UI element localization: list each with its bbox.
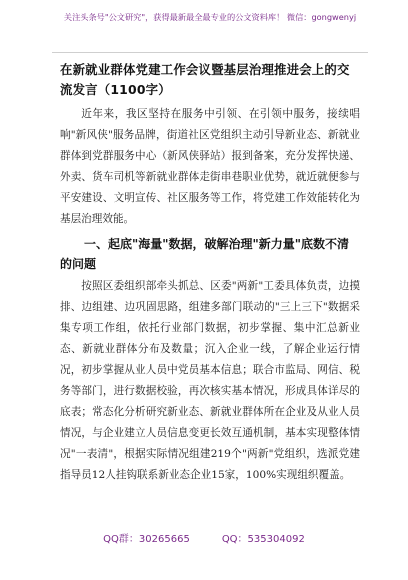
document-body: [60, 60, 360, 486]
document-title: 在新就业群体党建工作会议暨基层治理推进会上的交流发言（1100字）: [60, 62, 350, 97]
footer-qq-group: QQ群：30265665: [103, 534, 190, 545]
section-1-heading: 一、起底"海量"数据，破解治理"新力量"底数不清的问题: [60, 237, 350, 271]
footer-qq: QQ：535304092: [221, 534, 305, 545]
section-1-paragraph: 按照区委组织部牵头抓总、区委"两新"工委具体负责，边摸排、边组建、边巩固思路，组建多部门联动的"三上三下"数据采集专项工作组，依托行业部门数据，初步掌握、集中汇总新业态、新就业群体分布及数量；沉入企业一线，了解企业运行情况，初步掌握从业人员中党员基本信息；联合市监局、网信、税务等部门，进行数据校验，再次核实基本情况，形成具体详尽的底表；常态化分析研究新业态、新就业群体所在企业及从业人员情况，与企业建立人员信息变更长效互通机制，基本实现整体情况"一表清"，根据实际情况组建219个"两新"党组织，选派党建指导员12人挂钩联系新业态企业15家，100%实现组织覆盖。: [60, 280, 360, 481]
header-divider: [52, 52, 368, 53]
intro-paragraph: 近年来，我区坚持在服务中引领、在引领中服务，接续唱响"新风侠"服务品牌，街道社区党组织主动引导新业态、新就业群体到党群服务中心（新风侠驿站）报到备案，充分发挥快递、外卖、货车司机等新就业群体走街串巷职业优势，就近就便参与平安建设、文明宣传、社区服务等工作，将党建工作效能转化为基层治理效能。: [60, 108, 360, 225]
header-promo-note: 关注头条号"公文研究"，获得最新最全最专业的公文资料库！ 微信：gongwenyj: [63, 12, 357, 22]
footer-contact: [0, 533, 408, 547]
